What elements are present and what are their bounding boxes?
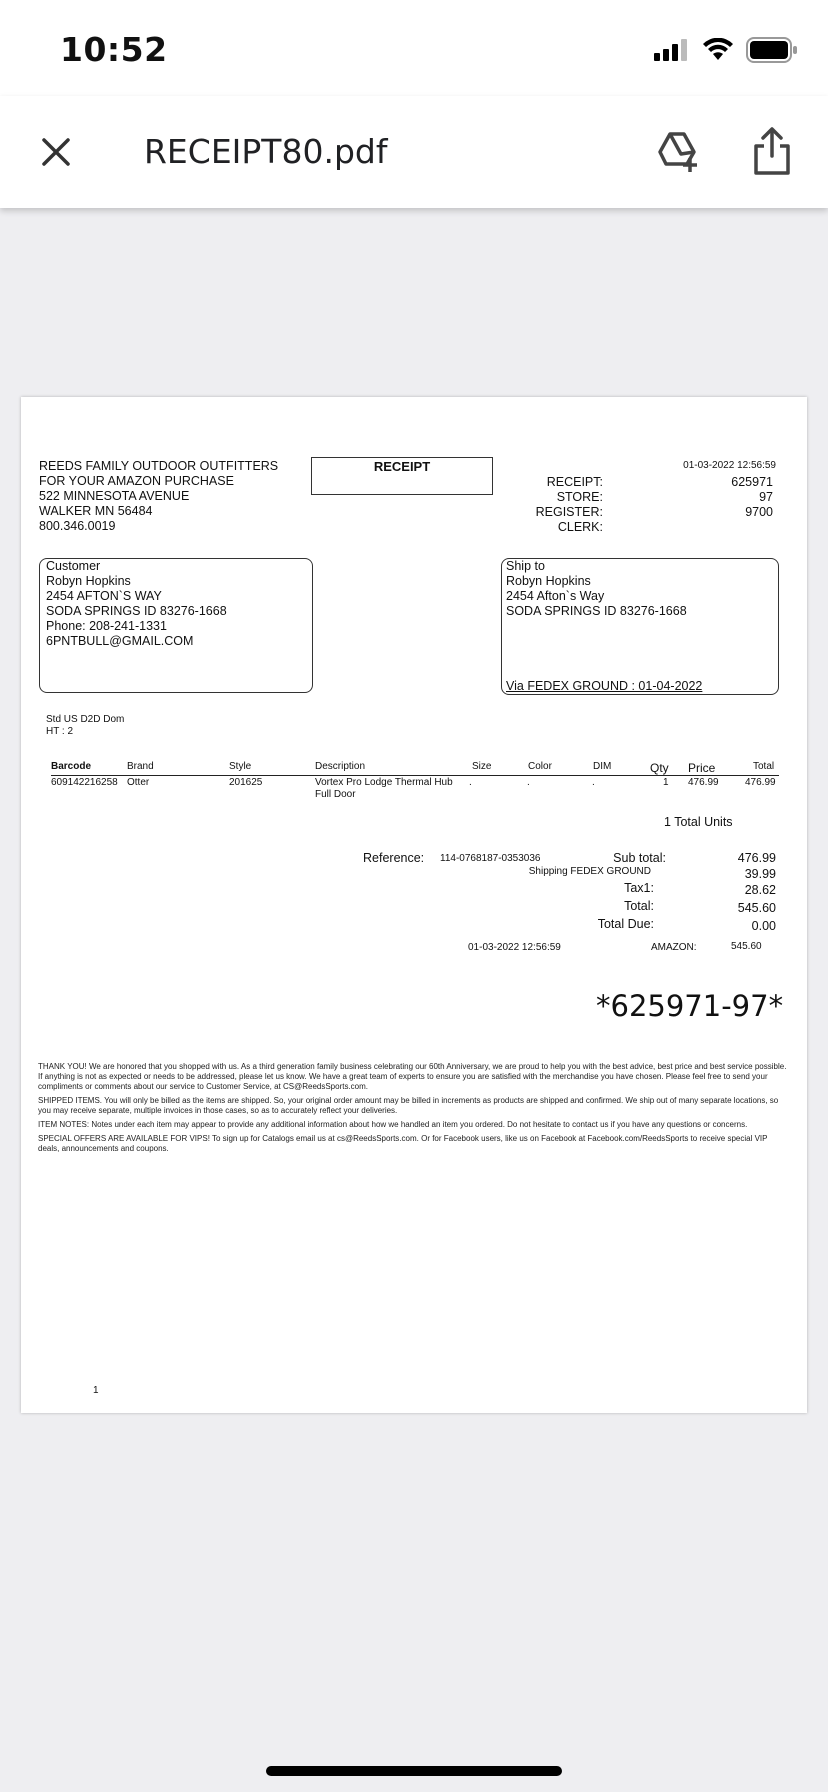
pdf-toolbar	[0, 96, 828, 208]
store-line: REEDS FAMILY OUTDOOR OUTFITTERS	[39, 459, 279, 473]
payment-amount: 545.60	[731, 941, 762, 952]
sum-label: Shipping FEDEX GROUND	[528, 866, 651, 877]
col-barcode: Barcode	[51, 761, 92, 772]
col-qty: Qty	[650, 761, 669, 775]
item-table-header	[51, 761, 779, 776]
item-description-line2: Full Door	[315, 789, 356, 800]
payment-date: 01-03-2022 12:56:59	[468, 942, 561, 953]
page-number: 1	[93, 1385, 99, 1396]
item-brand: Otter	[127, 777, 150, 788]
sum-value: 476.99	[737, 851, 776, 865]
item-dim: .	[592, 777, 595, 788]
sum-label: Total Due:	[597, 917, 654, 931]
item-color: .	[527, 777, 530, 788]
receipt-info-values	[671, 475, 773, 535]
item-price: 476.99	[688, 777, 719, 788]
info-label: RECEIPT:	[546, 475, 603, 489]
customer-line: Phone: 208-241-1331	[46, 619, 167, 633]
wifi-icon	[702, 38, 734, 62]
info-value: 625971	[731, 475, 773, 489]
item-description	[315, 777, 453, 801]
item-size: .	[469, 777, 472, 788]
close-icon[interactable]	[38, 134, 74, 170]
note-paragraph: SHIPPED ITEMS. You will only be billed as the items are shipped. So, your original order amount may be billed in increments as products are shipped and confirmed. We ship out of many separate locations, so you may receive separate, multiple invoices in those cases, so as to accurately reflect your deliveries.	[38, 1096, 779, 1115]
customer-box	[39, 558, 313, 693]
store-line: 522 MINNESOTA AVENUE	[39, 489, 190, 503]
status-time: 10:52	[60, 30, 168, 69]
ship-method-text: Std US D2D Dom	[46, 714, 125, 725]
note-paragraph: ITEM NOTES: Notes under each item may appear to provide any additional information about how we handled an item you ordered. Do not hesitate to contact us if you have any questions or concerns.	[38, 1120, 748, 1129]
info-value	[671, 520, 773, 535]
customer-line: 2454 AFTON`S WAY	[46, 589, 162, 603]
ship-method	[46, 714, 124, 738]
info-label: STORE:	[556, 490, 603, 504]
receipt-barcode-text: *625971-97*	[596, 989, 784, 1023]
share-icon[interactable]	[752, 126, 792, 176]
sum-label: Sub total:	[613, 851, 666, 865]
shipto-line: 2454 Afton`s Way	[506, 589, 605, 603]
sums-values	[681, 851, 776, 934]
col-size: Size	[472, 761, 492, 772]
receipt-heading: RECEIPT	[373, 459, 431, 474]
shipto-line: Ship to	[506, 559, 545, 573]
item-barcode: 609142216258	[51, 777, 118, 788]
sum-value: 545.60	[737, 901, 776, 915]
customer-line: Robyn Hopkins	[46, 574, 131, 588]
customer-line: 6PNTBULL@GMAIL.COM	[46, 634, 194, 648]
shipto-line: SODA SPRINGS ID 83276-1668	[506, 604, 687, 618]
receipt-info-labels	[461, 475, 603, 535]
reference-value: 114-0768187-0353036	[440, 853, 541, 864]
item-description-line1: Vortex Pro Lodge Thermal Hub	[315, 777, 453, 788]
status-bar	[0, 0, 828, 96]
sum-value: 28.62	[744, 883, 776, 897]
note-paragraph: SPECIAL OFFERS ARE AVAILABLE FOR VIPS! To sign up for Catalogs email us at cs@ReedsSports.com. Or for Facebook users, like us on Facebook at Facebook.com/ReedsSports to receive special VIP deals, announcements and coupons.	[38, 1134, 768, 1153]
add-to-drive-icon[interactable]	[654, 130, 700, 174]
store-line: FOR YOUR AMAZON PURCHASE	[39, 474, 234, 488]
reference-label: Reference:	[363, 851, 425, 865]
battery-icon	[746, 37, 798, 63]
col-total: Total	[753, 761, 775, 772]
cellular-signal-icon	[654, 39, 690, 61]
item-qty: 1	[663, 777, 669, 788]
info-value: 97	[759, 490, 773, 504]
shipping-via: Via FEDEX GROUND : 01-04-2022	[506, 679, 703, 693]
total-units: 1 Total Units	[664, 815, 733, 829]
receipt-notes	[38, 1062, 788, 1154]
item-total: 476.99	[745, 777, 776, 788]
shipto-box	[501, 558, 779, 695]
info-label: CLERK:	[557, 520, 603, 534]
ht-text: HT : 2	[46, 726, 74, 737]
info-label: REGISTER:	[535, 505, 603, 519]
col-price: Price	[688, 761, 716, 775]
shipto-line: Robyn Hopkins	[506, 574, 591, 588]
col-description: Description	[315, 761, 366, 772]
store-line: 800.346.0019	[39, 519, 116, 533]
home-indicator[interactable]	[266, 1766, 562, 1776]
payment-method: AMAZON:	[651, 942, 697, 953]
sum-label: Tax1:	[624, 881, 654, 895]
customer-line: Customer	[46, 559, 101, 573]
store-line: WALKER MN 56484	[39, 504, 153, 518]
store-address	[39, 459, 278, 534]
table-row	[51, 777, 779, 803]
document-title: RECEIPT80.pdf	[144, 132, 388, 171]
col-dim: DIM	[593, 761, 612, 772]
pdf-page	[21, 397, 807, 1413]
item-style: 201625	[229, 777, 263, 788]
sum-value: 0.00	[751, 919, 776, 933]
customer-line: SODA SPRINGS ID 83276-1668	[46, 604, 227, 618]
col-style: Style	[229, 761, 252, 772]
col-color: Color	[528, 761, 552, 772]
info-value: 9700	[745, 505, 773, 519]
status-icons	[654, 36, 798, 64]
sums-labels	[491, 851, 671, 932]
sum-label: Total:	[624, 899, 654, 913]
sum-value: 39.99	[744, 867, 776, 881]
receipt-datetime: 01-03-2022 12:56:59	[683, 460, 776, 471]
col-brand: Brand	[127, 761, 154, 772]
note-paragraph: THANK YOU! We are honored that you shopped with us. As a third generation family business celebrating our 60th Anniversary, we are proud to help you with the best advice, best price and best service possible. If anything is not as expected or needs to be addressed, please let us know. We have a great team of experts to ensure you are satisfied with the merchandise you have chosen. Please feel free to send your compliments or comments about our service to Customer Service, at CS@ReedsSports.com.	[38, 1062, 787, 1091]
